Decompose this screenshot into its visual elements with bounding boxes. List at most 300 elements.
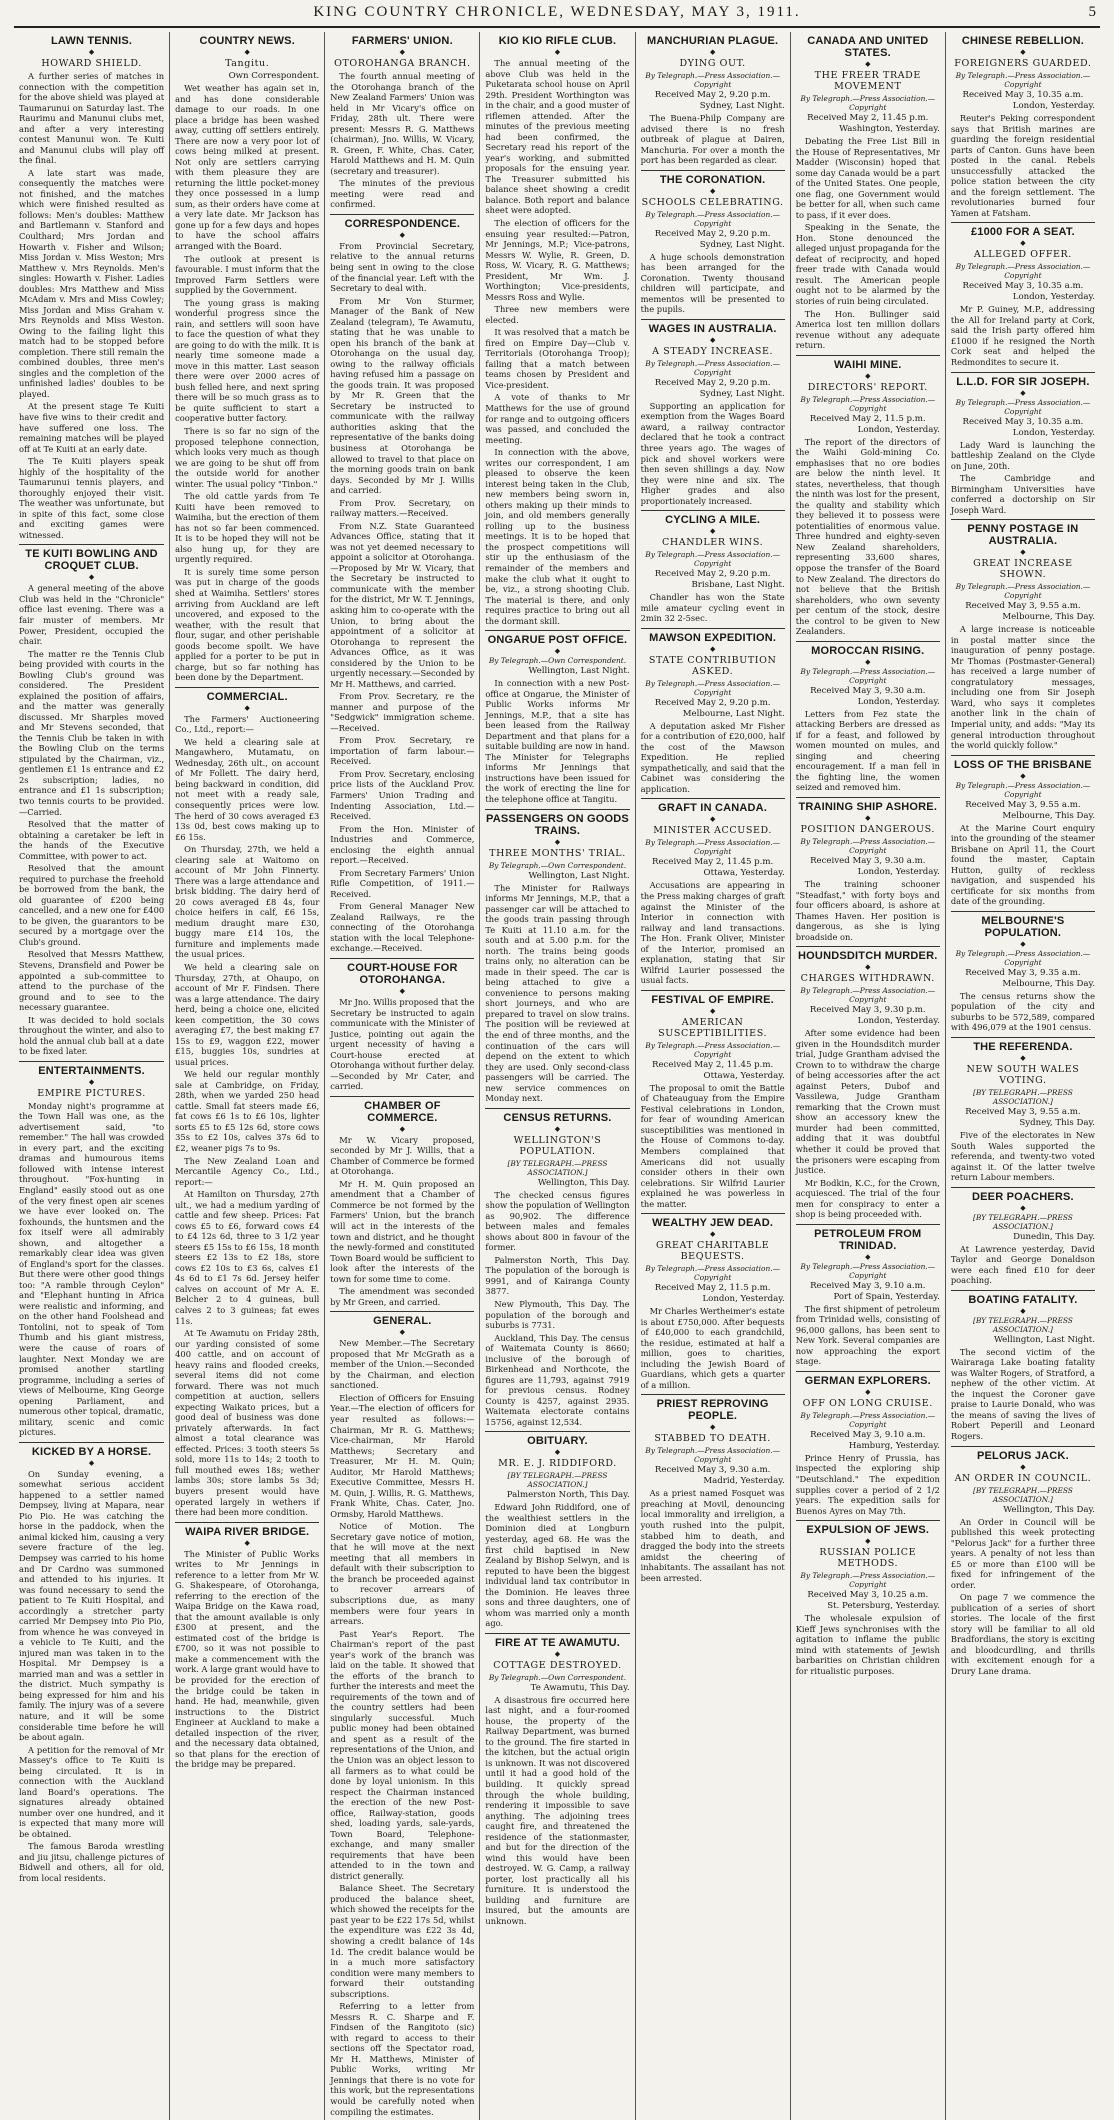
article <box>796 641 940 793</box>
dateline: Wellington, Last Night. <box>993 1334 1095 1345</box>
article <box>641 170 785 315</box>
article-paragraph: From Secretary Farmers' Union Rifle Competition, of 1911.—Received. <box>330 867 475 899</box>
article-paragraph: A disastrous fire occurred here last night, and a four-roomed house, the property of the Railway Department, was burned to the ground. The fire started in the kitchen, but the actual origin is unknown. It was not discovered until it had a good hold of the building. It quickly spread through the whole building, rendering it impossible to save anything. The adjoining trees caught fire, and threatened the residence of the stationmaster, and but for the direction of the wind this would have been destroyed. W. G. Camp, a railway porter, lost practically all his furniture. It is understood the building and furniture are insured, but the amounts are unknown. <box>485 1694 630 1926</box>
ornament-diamond: ◆ <box>865 1537 871 1546</box>
article-separator <box>330 1096 474 1097</box>
dateline: London, Yesterday. <box>702 1294 785 1305</box>
ornament-diamond: ◆ <box>709 1006 716 1015</box>
article-headline: EXPULSION OF JEWS. <box>806 1524 930 1537</box>
article-subheading: THE FREER TRADE MOVEMENT <box>814 70 921 92</box>
dateline: Wellington, Last Night. <box>528 870 630 881</box>
telegraph-credit: By Telegraph.—Press Association.—Copyright <box>800 394 936 413</box>
article-separator <box>951 911 1095 912</box>
article-paragraph: At Te Awamutu on Friday 28th, our yarding consisted of some 400 cattle, and on account of heavy rains and flooded creeks, several items did not come forward. There was not much competition at auction, sellers expecting Waikato prices, but a good deal of business was done privately afterwards. In fact almost a total clearance was effected. Prices: 3 tooth steers 5s sold, more 11s to 14s; 2 tooth to full mouthed ewes 18s; wether lambs 30s; store lambs 5s 3d; buyers present would have operated largely in wethers if there had been more condition. <box>175 1328 320 1518</box>
telegraph-credit: By Telegraph.—Press Association.—Copyright <box>955 948 1091 967</box>
article-paragraph: At Hamilton on Thursday, 27th ult., we had a medium yarding of cattle and few sheep. Prices: Fat cows £5 to £6, forward cows £4 to £4 12s 6d, three to 3 1/2 year steers £5 15s to £6 15s, 18 month steers £2 13s to £2 18s, store cows £2 10s to £3 6s, calves £1 4s 6d to £1 7s 6d. Jersey heifer calves on account of Mr A. E. Belcher 2 to 4 guineas, bull calves 2 to 3 guineas; fat ewes 11s. <box>175 1189 320 1326</box>
ornament-diamond: ◆ <box>865 1252 871 1261</box>
ornament-diamond: ◆ <box>554 1448 561 1457</box>
article-paragraph: Chandler has won the State mile amateur cycling event in 2min 32 2-5sec. <box>640 592 785 624</box>
article-headline: CANADA AND UNITED STATES. <box>807 35 929 59</box>
article-subheading: RUSSIAN POLICE METHODS. <box>819 1547 917 1570</box>
ornament-diamond: ◆ <box>554 48 561 56</box>
received-line: Received May 3, 9.35 a.m. <box>965 967 1081 978</box>
ornament-diamond: ◆ <box>865 1387 871 1396</box>
article-subheading: DYING OUT. <box>679 58 746 69</box>
article-paragraph: The wholesale expulsion of Kieff Jews synchronises with the agitation to inflame the public mind with statements of Jewish barbarities on Christian children for ritualistic purposes. <box>795 1613 940 1676</box>
article <box>485 35 629 626</box>
telegraph-credit: By Telegraph.—Press Association.—Copyright <box>645 209 780 228</box>
dateline: London, Yesterday. <box>857 1016 940 1027</box>
received-line: Received May 3, 9.30 a.m. <box>810 855 926 866</box>
ornament-diamond: ◆ <box>709 1423 716 1432</box>
article-paragraph: It was resolved that a match be fired on Empire Day—Club v. Territorials (Otorohanga Troop); failing that a match between teams chosen by President and Vice-president. <box>485 327 630 390</box>
article <box>19 544 164 1056</box>
article-separator <box>641 170 785 171</box>
article-headline: MELBOURNE'S POPULATION. <box>981 914 1065 939</box>
article-paragraph: There is so far no sign of the proposed telephone connection, which looks very much as though we are going to be shut off from the outside world for another winter. The usual policy "Tinbon." <box>175 426 320 489</box>
article-subheading: POSITION DANGEROUS. <box>800 823 936 835</box>
article-separator <box>796 1371 940 1372</box>
article-paragraph: The second victim of the Wairaraga Lake boating fatality was Walter Rogers, of Stratford, a nephew of the other victim. At the inquest the Coroner gave praise to Laurie Donald, who was the means of saving the lives of Robert Peperill and Leonard Rogers. <box>950 1346 1095 1441</box>
article-separator <box>951 1037 1095 1038</box>
article-headline: GERMAN EXPLORERS. <box>804 1374 931 1387</box>
article-paragraph: From Prov. Secretary, enclosing price lists of the Auckland Prov. Farmers' Union Trading and Indenting Association, Ltd.—Received. <box>330 768 475 822</box>
article-separator <box>796 1224 940 1225</box>
article-headline: PRIEST REPROVING PEOPLE. <box>656 1398 769 1423</box>
article-subheading: MINISTER ACCUSED. <box>653 825 773 837</box>
telegraph-credit: By Telegraph.—Press Association.—Copyright <box>645 1264 780 1283</box>
dateline: Ottawa, Yesterday. <box>703 1070 785 1081</box>
article <box>641 510 785 624</box>
article <box>951 1187 1095 1286</box>
article-paragraph: The New Zealand Loan and Mercantile Agency Co., Ltd., report:— <box>175 1155 320 1187</box>
article-paragraph: The proposal to omit the Battle of Chateauguay from the Empire Festival celebrations in London, for fear of wounding American susceptibilities was mentioned in the House of Commons to-day. Members complained that Americans did not usually consider others in their own celebrations. Sir Wilfrid Laurier explained he was powerless in the matter. <box>640 1082 785 1209</box>
article-paragraph: Five of the electorates in New South Wales supported the referenda, and twenty-two voted against it. Of the latter twelve return Labour members. <box>950 1129 1095 1183</box>
article-headline: MANCHURIAN PLAGUE. <box>646 35 779 47</box>
article-paragraph: Accusations are appearing in the Press making charges of graft against the Minister of the Interior in connection with railway and land transactions. The Hon. Frank Oliver, Minister of the Interior, promised an explanation, stating that Sir Wilfrid Laurier possessed the usual facts. <box>640 880 785 986</box>
dateline: Sydney, Last Night. <box>699 101 785 111</box>
dateline: Melbourne, Last Night. <box>682 708 785 719</box>
article-paragraph: After some evidence had been given in the Houndsditch murder trial, Judge Grantham advised the Crown to to withdraw the charge of being accessories after the act against Peters, Dubof and Vassilewa, Judge Grantham remarking that the Crown must show an accessory knew the murder had been committed, adding that it was doubtful whether it could be proved that the prisoners were escaping from justice. <box>795 1028 940 1176</box>
article-paragraph: Debating the Free List Bill in the House of Representatives, Mr Madder (Wisconsin) hoped that some day Canada would be a part of the United States. One people, one flag, one Government would be better for all, when such came to pass, if it ever does. <box>795 136 940 220</box>
article-separator <box>330 214 474 215</box>
article-paragraph: It was decided to hold socials throughout the winter, and also to hold the annual club ball at a date to be fixed later. <box>19 1014 165 1057</box>
ornament-diamond: ◆ <box>865 657 871 666</box>
article-paragraph: The census returns show the population of the city and suburbs to be 572,589, compared with 496,079 at the 1901 census. <box>950 990 1095 1033</box>
article-headline: TRAINING SHIP ASHORE. <box>798 800 938 813</box>
dateline: Melbourne, This Day. <box>1002 978 1095 989</box>
dateline: Wellington, This Day. <box>537 1177 630 1188</box>
article-separator <box>485 809 629 810</box>
article <box>796 1224 940 1367</box>
article-paragraph: New Plymouth, This Day. The population of the borough and suburbs is 7731. <box>485 1299 630 1331</box>
received-line: Received May 3, 9.55 a.m. <box>965 601 1081 612</box>
dateline: London, Yesterday. <box>857 424 940 435</box>
article-subheading: STABBED TO DEATH. <box>654 1433 771 1445</box>
article-separator <box>796 797 940 798</box>
telegraph-credit: By Telegraph.—Press Association.—Copyright <box>800 94 936 112</box>
article-paragraph: We held a clearing sale on Thursday, 27th, at Ohaupo, on account of Mr F. Findsen. There was a large attendance. The dairy herd, being a choice one, elicited keen competition, the 30 cows averaging £7, the best making £7 15s to £9, waggon £22, mower £15, buggies 10s, sundries at usual prices. <box>175 961 320 1067</box>
article <box>175 1522 319 1770</box>
article-subheading: DIRECTORS' REPORT. <box>807 381 928 393</box>
article-headline: COUNTRY NEWS. <box>199 35 295 47</box>
article <box>485 809 629 1104</box>
article-paragraph: Mr Charles Wertheimer's estate is about £750,000. After bequests of £40,000 to each grandchild, the residue, estimated at half a million, goes to charities, including the Jewish Board of Guardians, which gets a quarter of a million. <box>640 1306 785 1390</box>
article <box>951 372 1095 516</box>
telegraph-credit: By Telegraph.—Press Association.—Copyright <box>645 838 780 857</box>
article-separator <box>951 519 1095 520</box>
received-line: Received May 2, 11.5 p.m. <box>809 413 926 424</box>
telegraph-credit: [BY TELEGRAPH.—PRESS ASSOCIATION.] <box>972 1315 1073 1334</box>
article-paragraph: The Te Kuiti players speak highly of the hospitality of the Taumarunui tennis players, and thoroughly enjoyed their visit. The weather was unfortunate, but in spite of this fact, some close and exciting games were witnessed. <box>19 456 165 540</box>
article-subheading: COTTAGE DESTROYED. <box>493 1659 622 1671</box>
article <box>485 1633 629 1927</box>
article-headline: MOROCCAN RISING. <box>811 644 925 657</box>
telegraph-credit: By Telegraph.—Press Association.—Copyright <box>800 1261 936 1280</box>
article <box>796 1520 940 1676</box>
ornament-diamond: ◆ <box>244 703 250 712</box>
article-headline: TE KUITI BOWLING AND CROQUET CLUB. <box>25 548 158 573</box>
article-paragraph: A large increase is noticeable in postal matter since the inauguration of penny postage. Mr Thomas (Postmaster-General) has received a large number of congratulatory messages, including one from Sir Joseph Ward, who says it completes another link in the chain of Imperial unity, and adds: "May its general introduction throughout the world quickly follow." <box>950 624 1095 751</box>
article-subheading: AMERICAN SUSCEPTIBILITIES. <box>658 1016 768 1039</box>
article-paragraph: From the Hon. Minister of Industries and Commerce, enclosing the eighth annual report.—Received. <box>330 823 475 866</box>
column-3 <box>324 32 479 2120</box>
article-paragraph: Election of Officers for Ensuing Year.—The election of officers for year resulted as follows:—Chairman, Mr R. G. Matthews; Vice-chairman, Mr Harold Matthews; Secretary and Treasurer, Mr H. M. Quin; Auditor, Mr Harold Matthews; Executive Committee, Messrs H. M. Quin, J. Willis, R. G. Matthews, Frank White, Chas. Cater, Jno. Ormsby, Harold Matthews. <box>330 1392 475 1519</box>
article-paragraph: The minutes of the previous meeting were read and confirmed. <box>330 178 475 210</box>
article-headline: PASSENGERS ON GOODS TRAINS. <box>486 812 629 837</box>
dateline: Wellington, Last Night. <box>528 666 630 677</box>
article-headline: HOUNDSDITCH MURDER. <box>798 950 938 963</box>
article-paragraph: From N.Z. State Guaranteed Advances Office, stating that it was not yet deemed necessary to appoint a solicitor at Otorohanga.—Proposed by Mr W. Vicary, that the Secretary be instructed to communicate with the member for the district, Mr W. T. Jennings, asking him to co-operate with the Union, to bring about the appointment of a solicitor at Otorohanga to represent the Advances Office, as it was considered by the Union to be urgently necessary.—Seconded by Mr H. Matthews, and carried. <box>330 520 475 689</box>
dateline: London, Yesterday. <box>1012 427 1095 438</box>
article-subheading: OFF ON LONG CRUISE. <box>802 1397 933 1409</box>
article <box>641 628 785 795</box>
article <box>951 911 1095 1033</box>
telegraph-credit: By Telegraph.—Press Association.—Copyright <box>645 1446 780 1465</box>
telegraph-credit: By Telegraph.—Press Association.—Copyright <box>800 666 936 685</box>
article <box>951 222 1095 367</box>
telegraph-credit: By Telegraph.—Press Association.—Copyright <box>645 550 780 569</box>
article-subheading: GREAT INCREASE SHOWN. <box>973 558 1073 581</box>
ornament-diamond: ◆ <box>1020 1203 1026 1212</box>
dateline: London, Yesterday. <box>1012 292 1095 303</box>
dateline: Dunedin, This Day. <box>1013 1231 1095 1242</box>
article-headline: FESTIVAL OF EMPIRE. <box>651 993 774 1006</box>
article-separator <box>951 1187 1095 1188</box>
article-separator <box>796 355 940 356</box>
article <box>641 1394 785 1583</box>
article-separator <box>641 1394 785 1395</box>
article-separator <box>19 1061 164 1062</box>
article-paragraph: The Minister for Railways informs Mr Jennings, M.P., that a passenger car will be attached to the goods train passing through Te Kuiti at 11.10 a.m. for the south and at 5.00 p.m. for the north. The trains being goods trains only, no alteration can be made in their speed. The car is being attached to give a convenience to persons making short journeys, and who are prepared to travel on slow trains. The position will be reviewed at the end of three months, and the continuation of the cars will depend on the extent to which they are used. Only second-class passengers will be carried. The new service commences on Monday next. <box>485 882 630 1104</box>
telegraph-credit: By Telegraph.—Press Association.—Copyright <box>955 262 1091 281</box>
ornament-diamond: ◆ <box>1020 48 1026 56</box>
article <box>485 630 629 804</box>
article-headline: GRAFT IN CANADA. <box>658 802 768 815</box>
dateline: Sydney, This Day. <box>1019 1117 1095 1128</box>
article-headline: L.L.D. FOR SIR JOSEPH. <box>956 375 1090 388</box>
article-paragraph: At the present stage Te Kuiti have five wins to their credit and have suffered one loss. The remaining matches will be played off at Te Kuiti at an early date. <box>19 401 165 454</box>
article <box>19 35 164 540</box>
ornament-diamond: ◆ <box>1020 388 1026 397</box>
article-separator <box>485 1108 629 1109</box>
dateline: Wellington, This Day. <box>1003 1504 1095 1515</box>
article-paragraph: An Order in Council will be published this week protecting "Pelorus Jack" for a further three years. A penalty of not less than £5 or more than £100 will be fixed for infringement of the order. <box>950 1516 1095 1590</box>
article-subheading: THREE MONTHS' TRIAL. <box>489 847 626 859</box>
ornament-diamond: ◆ <box>399 1124 406 1133</box>
received-line: Received May 3, 10.25 a.m. <box>807 1590 929 1601</box>
received-line: Received May 3, 10.35 a.m. <box>962 90 1084 100</box>
ornament-diamond: ◆ <box>1020 1306 1026 1315</box>
article-paragraph: A general meeting of the above Club was held in the "Chronicle" office last evening. There was a fair muster of members. Mr Power, President, occupied the chair. <box>19 583 165 647</box>
article-paragraph: From Prov. Secretary, on railway matters.—Received. <box>330 497 475 519</box>
article-paragraph: The Farmers' Auctioneering Co., Ltd., report:— <box>175 713 320 735</box>
dateline: Melbourne, This Day. <box>1002 810 1095 821</box>
received-line: Received May 2, 9.20 p.m. <box>654 90 771 100</box>
article-subheading: WELLINGTON'S POPULATION. <box>513 1134 602 1157</box>
article-subheading: HOWARD SHIELD. <box>41 58 142 69</box>
article-paragraph: Past Year's Report. The Chairman's report of the past year's work of the branch was laid on the table. It showed that the efforts of the branch to further the interests and meet the requirements of the town and of the country settlers had been singularly successful. Much public money had been obtained and spent as a result of the representations of the Union, and the Union was an object lesson to all farmers as to what could be done by loyal unionism. In this respect the Chairman instanced the erection of the new Post-office, Railway-station, goods shed, loading yards, sale-yards, Town Board, Telephone-exchange, and many smaller requirements that have been attended to in the town and district generally. <box>330 1628 475 1881</box>
article-paragraph: Lady Ward is launching the battleship Zealand on the Clyde on June, 20th. <box>950 439 1095 471</box>
article-subheading: CHARGES WITHDRAWN. <box>800 973 935 985</box>
article-headline: CHAMBER OF COMMERCE. <box>364 1099 441 1124</box>
received-line: Received May 2, 11.45 p.m. <box>652 857 774 868</box>
article-paragraph: The first shipment of petroleum from Trinidad wells, consisting of 96,000 gallons, has been sent to New York. Several companies are now approaching the export stage. <box>795 1303 940 1367</box>
article-paragraph: Mr Bodkin, K.C., for the Crown, acquiesced. The trial of the four men for conspiracy to enter a shop is being proceeded with. <box>795 1177 940 1220</box>
columns-container <box>14 32 1100 2117</box>
telegraph-credit: [BY TELEGRAPH.—PRESS ASSOCIATION.] <box>507 1471 608 1490</box>
article-paragraph: Prince Henry of Prussia, has inspected the exploring ship "Deutschland." The expedition supplies cover a period of 2 1/2 years. The expedition sails for Buenos Ayres on May 7th. <box>795 1452 940 1516</box>
article-subheading: Tangitu. <box>225 58 270 69</box>
article-separator <box>19 1442 164 1443</box>
dateline: London, Yesterday. <box>857 866 940 877</box>
article-paragraph: As a priest named Fosquet was preaching at Movil, denouncing local immorality and irreligion, a youth rushed into the pulpit, stabbed him to death, and dragged the body into the streets amidst the cheering of inhabitants. The assailant has not been arrested. <box>640 1488 785 1583</box>
article-headline: LOSS OF THE BRISBANE <box>953 758 1092 771</box>
telegraph-credit: By Telegraph.—Own Correspondent. <box>488 1672 627 1682</box>
telegraph-credit: By Telegraph.—Own Correspondent. <box>488 860 627 870</box>
received-line: Received May 3, 10.35 a.m. <box>962 281 1084 292</box>
telegraph-credit: By Telegraph.—Press Association.—Copyright <box>955 397 1091 416</box>
received-line: Received May 3, 9.30 p.m. <box>809 1005 926 1016</box>
article-paragraph: From Mr Von Sturmer, Manager of the Bank of New Zealand (telegram), Te Awamutu, stating that he was unable to open his branch of the bank at Otorohanga on the usual day, owing to the railway officials having refused him a passage on the goods train. It was proposed by Mr R. Green that the Secretary be instructed to communicate with the railway authorities asking that the representative of the banks doing business at Otorohanga be allowed to travel to that place on the morning goods train on bank days. Seconded by Mr J. Willis and carried. <box>330 295 475 496</box>
article <box>641 798 785 985</box>
dateline: Te Awamutu, This Day. <box>530 1682 630 1693</box>
received-line: Received May 2, 9.20 p.m. <box>654 377 771 388</box>
article-headline: CYCLING A MILE. <box>665 514 761 527</box>
column-6 <box>790 32 945 2120</box>
ornament-diamond: ◆ <box>709 644 716 653</box>
article-headline: WAIPA RIVER BRIDGE. <box>185 1525 310 1538</box>
article-subheading: STATE CONTRIBUTION ASKED. <box>648 654 777 677</box>
received-line: Received May 2, 9.20 p.m. <box>654 697 771 708</box>
dateline: Palmerston North, This Day. <box>506 1490 630 1501</box>
received-line: Received May 3, 9.55 a.m. <box>965 799 1081 810</box>
ornament-diamond: ◆ <box>1020 939 1026 948</box>
dateline: Sydney, Last Night. <box>699 388 785 399</box>
ornament-diamond: ◆ <box>709 527 716 536</box>
telegraph-credit: By Telegraph.—Press Association.—Copyright <box>800 1410 936 1429</box>
article-paragraph: From Prov. Secretary, re the manner and purpose of the "Sedgwick" immigration scheme.—Received. <box>330 691 475 733</box>
ornament-diamond: ◆ <box>865 813 871 822</box>
article-paragraph: The election of officers for the ensuing year resulted:—Patron, Mr Jennings, M.P.; Vice-patrons, Messrs W. Wylie, R. Green, D. Ross, W. Vicary, R. G. Matthews; President, Mr Wm. J. Worthington; Vice-presidents, Messrs Ross and Wylie. <box>485 217 630 302</box>
article-paragraph: At the Marine Court enquiry into the grounding of the steamer Brisbane on April 11, the Court found the master, Captain Hutton, guilty of reckless navigation, and suspended his certificate for six months from date of the grounding. <box>950 822 1095 907</box>
received-line: Received May 3, 9.10 a.m. <box>810 1280 926 1291</box>
article <box>796 1371 940 1516</box>
article <box>485 1431 629 1628</box>
article <box>796 797 940 942</box>
article-headline: MAWSON EXPEDITION. <box>649 631 777 644</box>
article-headline: COURT-HOUSE FOR OTOROHANGA. <box>347 961 458 986</box>
article-separator <box>796 946 940 947</box>
ornament-diamond: ◆ <box>88 1458 95 1467</box>
article-paragraph: The training schooner "Steadfast," with forty boys and four officers aboard, is ashore at Thames Haven. Her position is dangerous, as she is lying broadside on. <box>795 878 940 942</box>
article-paragraph: Supporting an application for exemption from the Wages Board award, a railway contractor declared that he took a contract three years ago. The wages of pick and shovel workers were then seven shillings a day. Now they were nine and six. The Higher grades and also proportionately increased. <box>640 400 785 506</box>
article <box>951 1290 1095 1442</box>
article-paragraph: The fourth annual meeting of the Otorohanga branch of the New Zealand Farmers' Union was held in Mr Vicary's office on Friday, 28th ult. There were present: Messrs R. G. Matthews (chairman), Jno. Willis, W. Vicary, R. Green, F. White, Chas. Cater, Harold Matthews and H. M. Quin (secretary and treasurer). <box>330 71 475 176</box>
ornament-diamond: ◆ <box>554 1649 561 1658</box>
article-paragraph: In connection with a new Post-office at Ongarue, the Minister of Public Works informs Mr Jennings, M.P., that a site has been leased from the Railway Department and that plans for a suitable building are now in hand. The Minister for Telegraphs informs Mr Jennings that instructions have been issued for the work of erecting the line for the telephone office at Tangitu. <box>485 678 630 804</box>
article-separator <box>641 1213 785 1214</box>
article-paragraph: Mr H. M. Quin proposed an amendment that a Chamber of Commerce be not formed by the Farmers' Union, but the branch will act in the interests of the town and district, and he thought the newly-formed and constituted Town Board would be sufficient to look after the interests of the town for some time to come. <box>330 1178 475 1284</box>
article-separator <box>951 222 1095 223</box>
article-headline: PETROLEUM FROM TRINIDAD. <box>814 1227 922 1252</box>
article-separator <box>951 1290 1095 1291</box>
article <box>641 990 785 1209</box>
article-paragraph: Monday night's programme at the Town Hall was one, as the advertisement said, "to remember." The hall was crowded in every part, and the exciting dramas and humourous items followed with intense interest throughout. "Fox-hunting in England" easily stood out as one of the very finest open air scenes we have ever looked on. The foxhounds, the huntsmen and the fox itself were all admirably shown, and altogether a remarkably clear idea was given of England's sport for the classes. But there were other good things too: "A ramble through Ceylon" and "Elephant hunting in Africa were realistic and informing, and on the other hand Foolshead and Tontolini, not to speak of Tom Thumb and his giant mistress, were the cause of roars of laughter. Next Monday we are promised another startling programme, including a series of views of Melbourne, King George opening Parliament, and numerous other topical, dramatic, military, scenic and comic pictures. <box>19 1100 165 1438</box>
article-headline: CHINESE REBELLION. <box>961 35 1084 47</box>
ornament-diamond: ◆ <box>88 48 95 56</box>
article-paragraph: The famous Baroda wrestling and jiu jitsu, challenge pictures of Bidwell and others, all for old, from local residents. <box>19 1841 165 1883</box>
column-5 <box>635 32 790 2120</box>
ornament-diamond: ◆ <box>554 647 561 656</box>
article-paragraph: Notice of Motion. The Secretary gave notice of motion, that he will move at the next meeting that all members in default with their subscription to the branch be proceeded against to recover arrears of subscriptions due, as many members were four years in arrears. <box>330 1521 475 1627</box>
article <box>796 946 940 1220</box>
article-subheading: MR. E. J. RIDDIFORD. <box>498 1458 617 1470</box>
article-paragraph: Wet weather has again set in, and has done considerable damage to our roads. In one place a bridge has been washed away, cutting off settlers entirely. There are now a very poor lot of cows being milked at present. Not only are settlers carrying with them pleasure they are returning the little pocket-money they once possessed in a lump sum, as their orders have come at a very late date. Mr Jackson has gone up for a few days and hopes to have the school affairs arranged with the Board. <box>175 83 320 251</box>
article-paragraph: From Provincial Secretary, relative to the annual returns being sent in owing to the close of the financial year. Left with the Secretary to deal with. <box>330 240 475 294</box>
dateline: Madrid, Yesterday. <box>703 1476 785 1487</box>
article-paragraph: Mr Jno. Willis proposed that the Secretary be instructed to again communicate with the Minister of Justice, pointing out again the urgent necessity of having a Court-house erected at Otorohanga without further delay.—Seconded by Mr Cater, and carried. <box>330 996 475 1092</box>
article-paragraph: In connection with the above, writes our correspondent, I am pleased to observe the keen interest being taken in the Club, new members being sworn in, others making up their minds to join, and old members generally rolling up to the business meetings. It is to be hoped that the prospect competitions will stir up the enthusiasm of the remainder of the members and make the club what it ought to be, viz., a strong shooting Club. The material is there, and only requires practice to bring out all the dormant skill. <box>485 447 630 626</box>
article-separator <box>641 798 785 799</box>
column-4 <box>479 32 634 2120</box>
ornament-diamond: ◆ <box>88 573 95 582</box>
article-paragraph: We held a clearing sale at Mangawhero, Mutamatu, on Wednesday, 26th ult., on account of Mr Follett. The dairy herd, being backward in condition, did not meet with a ready sale, consequently prices were low. The herd of 30 cows averaged £3 13s 0d, best cows making up to £6 15s. <box>175 736 320 842</box>
article-paragraph: The report of the directors of the Waihi Gold-mining Co. emphasises that no ore bodies are below the ninth level. It states, nevertheless, that though the ninth was lost for the present, the quality and stability which they believed it to possess were potentialities of enormous value. Three hundred and eighty-seven New Zealand shareholders, representing 33,600 shares, oppose the transfer of the Board to New Zealand. The directors do not believe that the British shareholders, who own seventy per centum of the stock, desire the control to be given to New Zealanders. <box>795 436 940 637</box>
ornament-diamond: ◆ <box>1020 239 1026 248</box>
article-separator <box>641 990 785 991</box>
article-paragraph: We held our regular monthly sale at Cambridge, on Friday, 28th, when we yarded 250 head cattle. Small fat steers made £6, fat cows £6 1s to £6 10s, lighter sorts £5 to £5 12s 6d, store cows 35s to £2 10s, calves 37s 6d to £2, weaner pigs 7s to 9s. <box>175 1069 320 1153</box>
article-headline: OBITUARY. <box>527 1435 588 1448</box>
article-paragraph: The annual meeting of the above Club was held in the Puketarata school house on April 29th. President Worthington was in the chair, and a good muster of riflemen attended. After the minutes of the previous meeting had been confirmed, the Secretary read his report of the year's working, and submitted proposals for the ensuing year. The Treasurer submitted his balance sheet showing a credit balance. Both report and balance sheet were adopted. <box>485 58 630 216</box>
article-subheading: FOREIGNERS GUARDED. <box>954 58 1092 69</box>
telegraph-credit: By Telegraph.—Press Association.—Copyright <box>800 1571 936 1590</box>
article-paragraph: A late start was made, consequently the matches were not finished, and the matches which were finished resulted as follows: Men's doubles: Matthew and Bartlemann v. Stanford and Coulthard; Mrs Jordan and Howarth v. Fisher and Wilson; Miss Jordan v. Miss Weston; Mrs Matthew v. Mrs Reynolds. Men's singles: Howarth v. Fisher. Ladies doubles: Mrs Matthew and Miss McAdam v. Mrs and Miss Cowley; Miss Jordan and Miss Graham v. Mrs Reynolds and Miss Weston. Owing to the failing light this match had to be stopped before completion. There still remain the combined doubles, three men's singles and the completion of the unfinished ladies' doubles to be played. <box>19 167 165 399</box>
article-paragraph: A petition for the removal of Mr Massey's office to Te Kuiti is being circulated. It is in connection with the Auckland land Board's operations. The signatures already obtained number over one hundred, and it is expected that many more will be obtained. <box>19 1744 165 1839</box>
article <box>19 1442 164 1884</box>
telegraph-credit: By Telegraph.—Press Association.—Copyright <box>645 678 780 697</box>
ornament-diamond: ◆ <box>554 1124 561 1133</box>
column-7 <box>945 32 1100 2120</box>
article-separator <box>19 544 164 545</box>
telegraph-credit: By Telegraph.—Own Correspondent. <box>488 656 627 666</box>
article <box>330 35 474 210</box>
dateline: St. Petersburg, Yesterday. <box>827 1601 940 1612</box>
telegraph-credit: [BY TELEGRAPH.—PRESS ASSOCIATION.] <box>507 1158 608 1177</box>
article-separator <box>485 1431 629 1432</box>
article-headline: COMMERCIAL. <box>206 690 288 703</box>
article-headline: WAGES IN AUSTRALIA. <box>648 322 777 335</box>
article-paragraph: The Hon. Bullinger said America lost ten million dollars revenue without any adequate return. <box>795 308 940 351</box>
article-headline: DEER POACHERS. <box>972 1190 1074 1203</box>
dateline: Port of Spain, Yesterday. <box>833 1291 940 1302</box>
article-paragraph: Mr W. Vicary proposed, seconded by Mr J. Willis, that a Chamber of Commerce be formed at Otorohanga. <box>330 1134 475 1177</box>
article-headline: ENTERTAINMENTS. <box>38 1064 145 1077</box>
article-headline: KIO KIO RIFLE CLUB. <box>498 35 617 47</box>
article <box>641 319 785 506</box>
ornament-diamond: ◆ <box>88 1077 95 1086</box>
ornament-diamond: ◆ <box>399 1328 406 1337</box>
article-subheading: GREAT CHARITABLE BEQUESTS. <box>656 1240 770 1263</box>
article-paragraph: New Member.—The Secretary proposed that Mr McGrath as a member of the Union.—Seconded by the Chairman, and election sanctioned. <box>330 1338 475 1391</box>
article-paragraph: Resolved that the matter of obtaining a caretaker be left in the hands of the Executive Committee, with power to act. <box>19 819 165 861</box>
ornament-diamond: ◆ <box>709 1230 716 1239</box>
ornament-diamond: ◆ <box>709 48 716 56</box>
article-paragraph: Palmerston North, This Day. The population of the borough is 9991, and of Kairanga County 3877. <box>485 1254 630 1297</box>
article-separator <box>796 1520 940 1521</box>
telegraph-credit: By Telegraph.—Press Association.—Copyright <box>955 71 1091 89</box>
dateline: Ottawa, Yesterday. <box>703 868 785 879</box>
article-paragraph: On Sunday evening, a somewhat serious accident happened to a settler named Dempsey, living at Mapara, near Pio Pio. He was catching the horse in the paddock, when the animal kicked him, causing a very severe fracture of the leg. Dempsey was carried to his home and Dr Cardno was summoned and attended to his injuries. It was found necessary to send the patient to Te Kuiti Hospital, and accordingly a stretcher party carried Mr Dempsey into Pio Pio, from whence he was conveyed in a vehicle to Te Kuiti, and the injured man was taken in to the Hospital. Mr Dempsey is a married man and was a settler in the district. Much sympathy is being expressed for him and his family. The injury was of a severe nature, and it will be some considerable time before he will be about again. <box>19 1468 165 1743</box>
telegraph-credit: By Telegraph.—Press Association.—Copyright <box>645 358 780 377</box>
article-paragraph: The checked census figures show the population of Wellington as 90,902. The difference between males and females shows about 800 in favour of the former. <box>485 1189 630 1253</box>
article <box>641 1213 785 1390</box>
ornament-diamond: ◆ <box>1020 548 1026 557</box>
dateline: Washington, Yesterday. <box>839 124 940 134</box>
received-line: Received May 2, 11.45 p.m. <box>652 1059 774 1070</box>
dateline: Hamburg, Yesterday. <box>848 1440 940 1451</box>
article <box>175 35 319 683</box>
received-line: Received May 3, 9.55 a.m. <box>965 1106 1081 1117</box>
telegraph-credit: By Telegraph.—Press Association.—Copyright <box>645 71 780 89</box>
article-paragraph: On page 7 we commence the publication of a series of short stories. The locale of the first story will be familiar to all old Bradfordians, the story is exciting and bloodcurdling, and thrills with excitement enough for a Drury Lane drama. <box>950 1592 1095 1676</box>
article-separator <box>951 755 1095 756</box>
article-paragraph: Letters from Fez state the attacking Berbers are dressed as if for a feast, and followed by women mounted on mules, and singing and cheering encouragement. If a man fell in the fighting line, the women seized and removed him. <box>795 708 940 793</box>
article <box>796 35 940 351</box>
article <box>330 214 474 954</box>
article-paragraph: The Minister of Public Works writes to Mr Jennings in reference to a letter from Mr W. G. Shakespeare, of Otorohanga, referring to the erection of the Waipa Bridge on the Kawa road, that the amount available is only £300 at present, and the estimated cost of the bridge is £700, so it was not possible to make a commencement with the work. A large grant would have to be provided for the erection of the bridge could be taken in hand. He had, meanwhile, given instructions to the District Engineer at Auckland to make a detailed inspection of the river, and the necessary data obtained, so that plans for the erection of the bridge may be prepared. <box>175 1548 320 1770</box>
article-separator <box>175 687 319 688</box>
article-paragraph: The Buena-Philp Company are advised there is no fresh outbreak of plague at Dairen, Manchuria. For over a month the port has been regarded as clear. <box>640 113 785 166</box>
ornament-diamond: ◆ <box>1020 1462 1026 1471</box>
telegraph-credit: By Telegraph.—Press Association.—Copyright <box>955 780 1091 799</box>
article-paragraph: The outlook at present is favourable. I must inform that the Improved Farm Settlers were supplied by the Government. <box>175 253 320 296</box>
article <box>330 958 474 1092</box>
ornament-diamond: ◆ <box>865 963 871 972</box>
article-paragraph: Speaking in the Senate, the Hon. Stone denounced the alleged unjust propaganda for the defeat of reciprocity, and hoped freer trade with Canada would result. The American people ought not to be alarmed by the stories of ruin being circulated. <box>795 222 940 306</box>
article-headline: CORRESPONDENCE. <box>344 217 461 230</box>
article-paragraph: From Prov. Secretary, re importation of farm labour.—Received. <box>330 735 475 767</box>
telegraph-credit: By Telegraph.—Press Association.—Copyright <box>955 582 1091 601</box>
ornament-diamond: ◆ <box>554 837 561 846</box>
article-paragraph: The matter re the Tennis Club being provided with courts in the Bowling Club's ground was considered. The President explained the position of affairs, and the matter was generally discussed. Mr Sharples moved and Mr Stevens seconded, that the Tennis Club be taken in with the Bowling Club on the terms stipulated by the Chairman, viz., gentlemen £1 1s entrance and £2 2s subscription; ladies, no entrance and £1 1s subscription; two tennis courts to be provided.—Carried. <box>19 648 165 817</box>
article <box>951 35 1095 218</box>
article-headline: PELORUS JACK. <box>976 1449 1069 1462</box>
article-headline: GENERAL. <box>373 1315 432 1328</box>
masthead-rule <box>14 26 1100 28</box>
telegraph-credit: By Telegraph.—Press Association.—Copyright <box>645 1040 780 1059</box>
article-separator <box>951 1446 1095 1447</box>
